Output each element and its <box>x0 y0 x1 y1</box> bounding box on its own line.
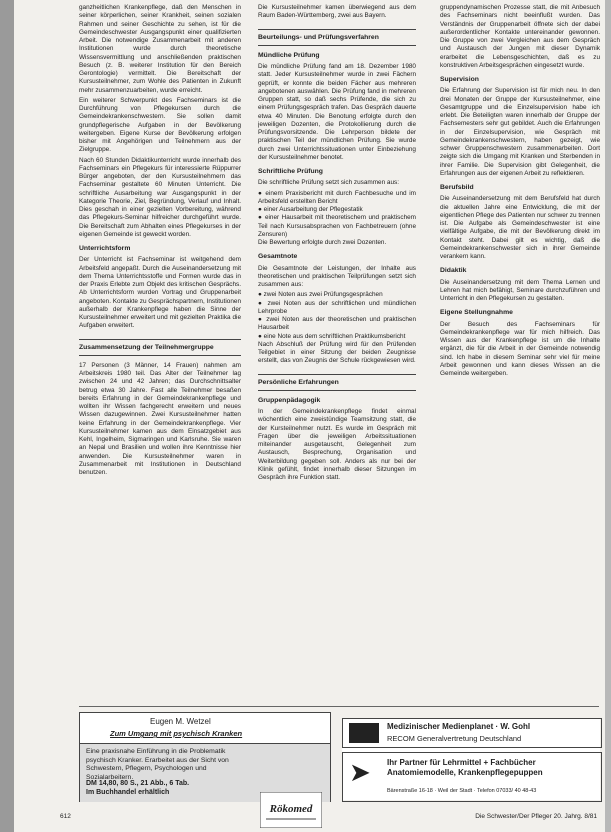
ad-header-box <box>342 718 602 748</box>
ad-lower-box <box>342 752 602 802</box>
scan-edge-right <box>605 0 611 832</box>
book-advertisement <box>79 712 331 815</box>
publisher-name: Rökomed <box>269 803 313 815</box>
ad-book-title: Zum Umgang mit psychisch Kranken <box>110 729 243 738</box>
bullet-item: ● eine Note aus dem schriftlichen Praktikumsbericht <box>258 332 406 340</box>
bullet-item: ● einer Ausarbeitung der Pflegestatik <box>258 206 363 213</box>
heading-muendliche-pruefung: Mündliche Prüfung <box>258 51 320 59</box>
tagline-line: Anatomiemodelle, Krankenpflegepuppen <box>387 768 543 777</box>
heading-supervision: Supervision <box>440 76 479 83</box>
paragraph: gruppendynamischen Prozesse statt, die mit Anbesuch des Fachseminars nicht beeinflußt wurden. Das Verständnis der Gruppenarbeit öffnete sich der dabei außerordentlicher Kontakte untereinander gewonnen. Die Gruppe von zwei Vergleichen aus dem Gespräch und Austausch der Jungen mit dieser Dynamik erarbeitet die Lebensgeschichten, daß es zu konstruktiven Arbeitsgesprächen eingesetzt wurde. <box>440 4 600 69</box>
bullet-item: ● zwei Noten aus der theoretischen und praktischen Hausarbeit <box>258 316 416 332</box>
paragraph: Der Unterricht ist Fachseminar ist weitgehend dem Arbeitsfeld angepaßt. Durch die Auseinandersetzung mit dem Thema Unterrichtsstoffe und Formen wurde das in der Praxis Erlebte zum Objekt des kritischen Gesprächs. Ab Unterrichtsform wurden Vortrag und Gruppenarbeit angeboten. Kontakte zu Gesprächspartnern, Institutionen außerhalb der Krankenpflege haben die Sinne der Kursusteilnehmer erweitert und mit gezielten Praktika die Aufgaben erweitert. <box>79 256 241 330</box>
heading-beurteilung: Beurteilungs- und Prüfungsverfahren <box>258 33 379 41</box>
section-rule <box>258 390 416 391</box>
bullet-item: ● einem Praxisbericht mit durch Fachbesuche und im Arbeitsfeld erstellten Bericht <box>258 189 416 205</box>
tagline-line: Ihr Partner für Lehrmittel + Fachbücher <box>387 758 536 767</box>
heading-gesamtnote: Gesamtnote <box>258 253 298 261</box>
page-number: 612 <box>60 813 71 820</box>
paragraph: Die Bewertung erfolgte durch zwei Dozenten. <box>258 239 387 246</box>
media-advertisement <box>342 718 600 800</box>
paragraph: Die Auseinandersetzung mit dem Berufsfeld hat durch die aktuellen Jahre eine Entwicklung, die mit der eigentlichen Pflege des Patienten nur schwer zu trennen ist. Die Aufgabe als Gemeindeschwester ist eine vielfältige Aufgabe, die mit der Bevölkerung direkt im Kontakt steht. Dabei gilt es wichtig, daß die Gemeindekrankenschwester sich in ihrer Gemeinde verankern kann. <box>440 195 600 260</box>
paragraph: 17 Personen (3 Männer, 14 Frauen) nahmen am Arbeitskreis 1980 teil. Das Alter der Teilnehmer lag zwischen 24 und 42 Jahren; das Durchschnittsalter betrug etwa 30 Jahre. Fast alle Teilnehmer besaßen bereits Erfahrung in der Gemeindekrankenpflege und wollten ihr Wissen fachgerecht erweitern und neues Wissen dazugewinnen. Zwei Kursusteilnehmer hatten keine Erfahrung in der Gemeindekrankenpflege. Vier Kursusteilnehmer kamen aus dem Einsatzgebiet aus Kehl, Ingelheim, Sigmaringen und Karlsruhe. Sie waren an Nepal und Brasilien und wollen ihre Kenntnisse hier anwenden. Die Kursusteilnehmer waren in Zusammenarbeit mit Institutionen in Deutschland benutzen. <box>79 361 241 476</box>
heading-berufsbild: Berufsbild <box>440 184 474 191</box>
paragraph: Die schriftliche Prüfung setzt sich zusammen aus: <box>258 179 400 187</box>
column-1 <box>79 4 241 479</box>
price-text: DM 14,80, 80 S., 21 Abb., 6 Tab. <box>86 780 190 787</box>
section-rule <box>258 45 416 46</box>
paragraph: Ein weiterer Schwerpunkt des Fachseminars ist die Durchführung von Pflegekursen durch die Gemeindekrankenschwestern. Sie sollen damit grundpflegerische Aufgaben in der Bevölkerung weitergeben. Eigene Kurse der Bevölkerung erfolgen bisher mit Angehörigen und Teilnehmern aus der Zielgruppe. <box>79 96 241 154</box>
paragraph: Die Gesamtnote der Leistungen, der Inhalte aus theoretischen und praktischen Teilprüfungen setzt sich zusammen aus: <box>258 264 416 288</box>
ad-book-details <box>80 743 330 815</box>
ad-separator-line <box>79 706 599 707</box>
ad-company-subtitle: RECOM Generalvertretung Deutschland <box>387 734 522 743</box>
availability-text: Im Buchhandel erhältlich <box>86 788 170 796</box>
section-rule <box>79 339 241 340</box>
journal-footer: Die Schwester/Der Pfleger 20. Jahrg. 8/81 <box>475 813 597 820</box>
section-rule <box>79 355 241 356</box>
ad-book-price <box>86 780 189 797</box>
paragraph: Nach Abschluß der Prüfung wird für den Prüfenden Teilgebiet in einer Sitzung der beiden Zeugnisse erstellt, das von Zeugnis der Schule rückgewiesen wird. <box>258 340 416 365</box>
ad-tagline <box>387 758 543 778</box>
ad-contact: Bärenstraße 16-18 · Weil der Stadt · Telefon 07033/ 40 48-43 <box>387 788 537 794</box>
arrow-icon: ➤ <box>349 757 371 787</box>
heading-gruppenpaedagogik: Gruppenpädagogik <box>258 396 321 404</box>
paragraph: Die Auseinandersetzung mit dem Thema Lernen und Lehren hat mich befähigt, Seminare durchzuführen und Unterricht in den Pflegekursen zu gestalten. <box>440 278 600 302</box>
publisher-logo <box>260 792 322 828</box>
heading-schriftliche-pruefung: Schriftliche Prüfung <box>258 168 323 175</box>
bullet-item: ● zwei Noten aus zwei Prüfungsgesprächen <box>258 291 383 299</box>
bullet-item: ● einer Hausarbeit mit theoretischem und praktischem Teil nach Kursusabsprachen von Fachbetreuern (ohne Zensuren) <box>258 214 416 238</box>
paragraph: ganzheitlichen Krankenpflege, daß den Menschen in seiner körperlichen, seiner Krankheit, seinen sozialen Rahmen und seiner Geschichte zu sehen, ist für die Gemeindeschwester Ausgangspunkt einer qualifizierten Arbeit. Die notwendige Zusammenarbeit mit anderen Institutionen wurde durch theoretische Wissensvermittlung und anschließenden praktischen Besuch (z. B. weiterer Institution für den Bereich Gerontologie) vermittelt. Die Bereitschaft der Kursusteilnehmer, zum Wohle des Patienten in Zukunft mehr zusammenzuarbeiten, wurde erreicht. <box>79 4 241 94</box>
heading-didaktik: Didaktik <box>440 267 467 275</box>
heading-eigene-stellungnahme: Eigene Stellungnahme <box>440 309 513 317</box>
heading-persoenliche-erfahrungen: Persönliche Erfahrungen <box>258 378 339 386</box>
heading-zusammensetzung: Zusammensetzung der Teilnehmergruppe <box>79 343 214 351</box>
paragraph: Nach 60 Stunden Didaktikunterricht wurde innerhalb des Fachseminars ein Pflegekurs für interessierte Rüppurrer Bürger angeboten, der den Kursusteilnehmern das Fachseminar gestaltete 60 Minuten Unterricht. Die schriftliche Ausarbeitung war Ausgangspunkt in der Kategorie Theorie, Ziel, Begründung, Verlauf und Inhalt. Dies geschah in einer gezielten Vorbereitung, während das Pflegekurs-Seminar hilfreicher durchgeführt wurde. Die Bereitschaft zum Abhalten eines Pflegekurses in der eigenen Gemeinde ist geweckt worden. <box>79 156 241 238</box>
paragraph: Die Kursusteilnehmer kamen überwiegend aus dem Raum Baden-Württemberg, zwei aus Bayern. <box>258 4 416 20</box>
section-rule <box>258 29 416 30</box>
bullet-item: ● zwei Noten aus der schriftlichen und mündlichen Lehrprobe <box>258 299 416 315</box>
ad-company-name: Medizinischer Medienplanet · W. Gohl <box>387 722 531 731</box>
paragraph: Der Besuch des Fachseminars für Gemeindekrankenpflege war für mich hilfreich. Das Wissen aus der Krankenpflege ist um die Inhalte ergänzt, die für die Arbeit in der Gemeinde notwendig sind. Ich habe in diesem Seminar sehr viel für meine Arbeit gewonnen und kann dieses Wissen an die Gemeinde weitergeben. <box>440 320 600 377</box>
heading-unterrichtsform: Unterrichtsform <box>79 245 131 252</box>
column-2 <box>258 4 416 484</box>
section-rule <box>258 374 416 375</box>
paragraph: In der Gemeindekrankenpflege findet einmal wöchentlich eine zweistündige Teamsitzung statt, die der Kursteilnehmer nutzt. Es wurde im Gespräch mit Fragen über die jeweiligen Arbeitssituationen miteinander ausgetauscht, Gelegenheit zum Austausch, Besprechung, Organisation und Weiterbildung gegeben soll. Anders als nur bei der Klinik gefühlt, findet innerhalb dieser Sitzungen im Gespräch ihre Funktion statt. <box>258 408 416 481</box>
company-mark-icon <box>349 723 379 743</box>
ad-book-description: Eine praxisnahe Einführung in die Problematik psychisch Kranker. Erarbeitet aus der Sicht von Schwestern, Pflegern, Psychologen und Sozialarbeitern. <box>86 748 229 781</box>
scan-edge-left <box>0 0 14 832</box>
ad-author: Eugen M. Wetzel <box>150 717 211 726</box>
column-3 <box>440 4 600 380</box>
paragraph: Die Erfahrung der Supervision ist für mich neu. In den drei Monaten der Gruppe der Kursusteilnehmer, eine Gesamtgruppe und die Einzelsupervision habe ich erlebt. Die Beteiligten waren innerhalb der Gruppe der Fachsemesters sehr gut gebildet. Auch die Erfahrungen in der Einzelsupervision, wie Gespräch mit Gemeindekrankenschwestern, haben gezeigt, wie schwer Gruppenschwestern zusammenarbeiten. Dort zeigte sich die Umgang mit Kranken und Sterbenden in ihrer Familie. Die Supervision gibt Gelegenheit, die Erfahrungen aus der eigenen Arbeit zu reflektieren. <box>440 87 600 177</box>
paragraph: Die mündliche Prüfung fand am 18. Dezember 1980 statt. Jeder Kursusteilnehmer wurde in zwei Fächern geprüft, er konnte die beiden Fächer aus mehreren angebotenen auswählen. Die Prüfung fand in mehreren Gruppen statt, so daß sechs Prüfende, die sich zu einem Prüfungsgespräch trafen. Das Gespräch dauerte etwa 40 Minuten. Die Benotung erfolgte durch den jeweiligen Dozenten, die Protokollierung durch die Prüfungsvorsitzende. Die Lehrperson bildete der praktischen Teil der mündlichen Prüfung. Sie wurde durch zwei Unterrichtssituationen unter Einbeziehung der Kursusteilnehmer benotet. <box>258 63 416 161</box>
